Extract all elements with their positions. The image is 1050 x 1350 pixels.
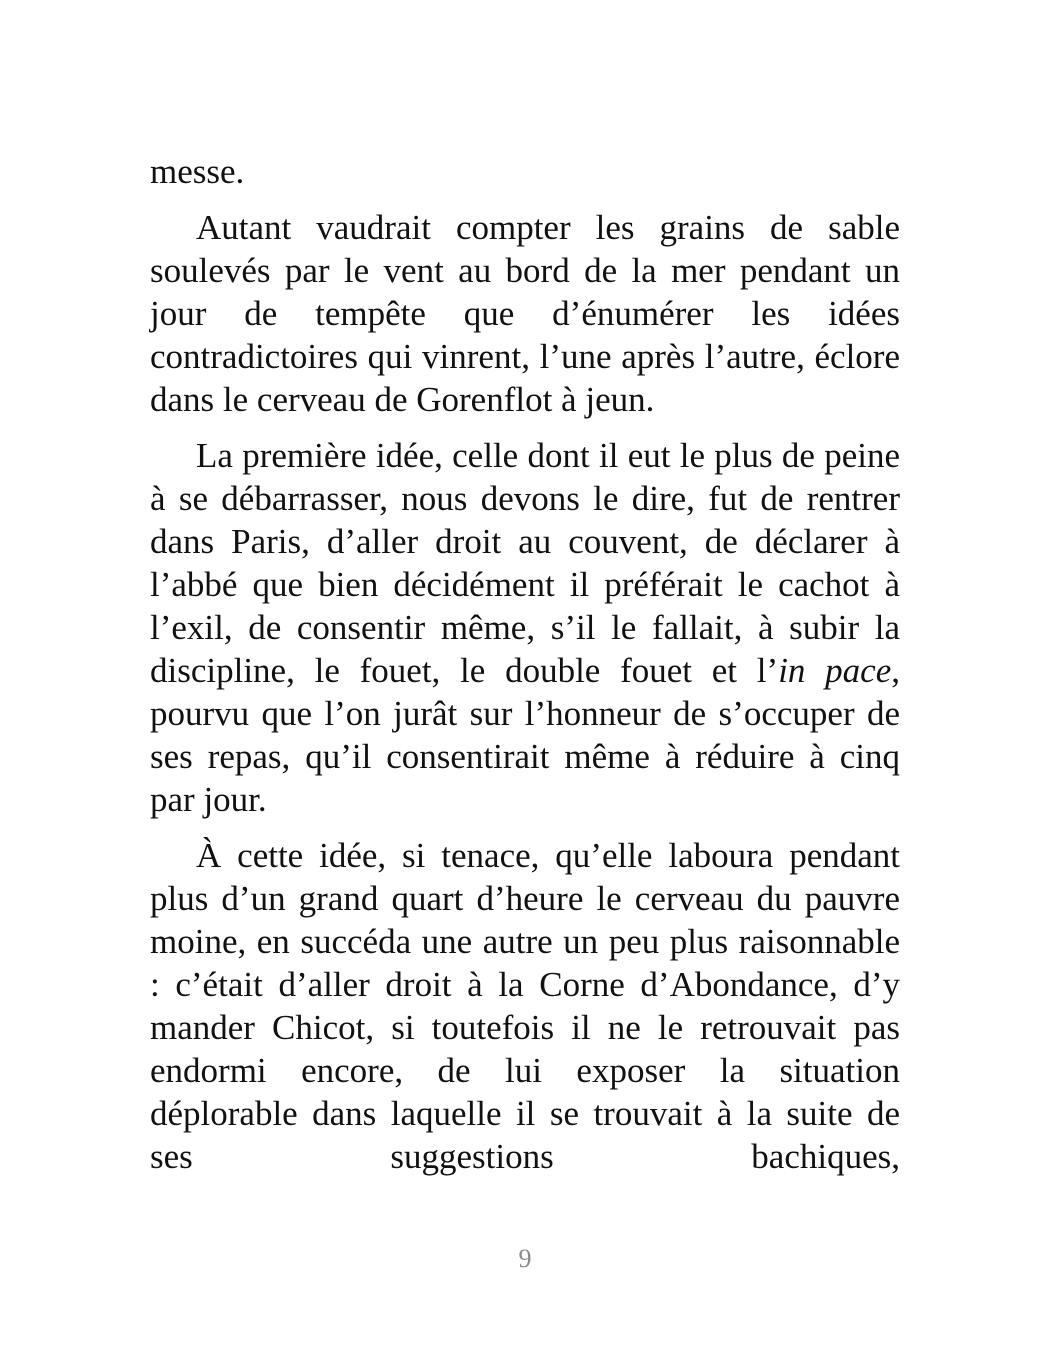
paragraph-premiere-idee (150, 434, 900, 821)
paragraph-cette-idee: À cette idée, si tenace, qu’elle laboura pendant plus d’un grand quart d’heure le cerveau du pauvre moine, en succéda une autre un peu plus raisonnable : c’était d’aller droit à la Corne d’Abondance, d’y mander Chicot, si toutefois il ne le retrouvait pas endormi encore, de lui exposer la situation déplorable dans laquelle il se trouvait à la suite de ses suggestions bachiques, (150, 836, 900, 1176)
page-number: 9 (518, 1244, 532, 1273)
paragraph-text-after-italic: , pourvu que l’on jurât sur l’honneur de s’occuper de ses repas, qu’il consentirait même à réduire à cinq par jour. (150, 651, 900, 819)
paragraph-continuation: messe. (150, 152, 245, 191)
paragraph-text-before-italic: La première idée, celle dont il eut le plus de peine à se débarrasser, nous devons le dire, fut de rentrer dans Paris, d’aller droit au couvent, de déclarer à l’abbé que bien décidément il préférait le cachot à l’exil, de consentir même, s’il le fallait, à subir la discipline, le fouet, le double fouet et l’ (150, 436, 900, 690)
paragraph-grains-de-sable: Autant vaudrait compter les grains de sable soulevés par le vent au bord de la mer pendant un jour de tempête que d’énumérer les idées contradictoires qui vinrent, l’une après l’autre, éclore dans le cerveau de Gorenflot à jeun. (150, 208, 900, 419)
italic-in-pace: in pace (778, 651, 892, 690)
page-body (150, 150, 900, 1191)
